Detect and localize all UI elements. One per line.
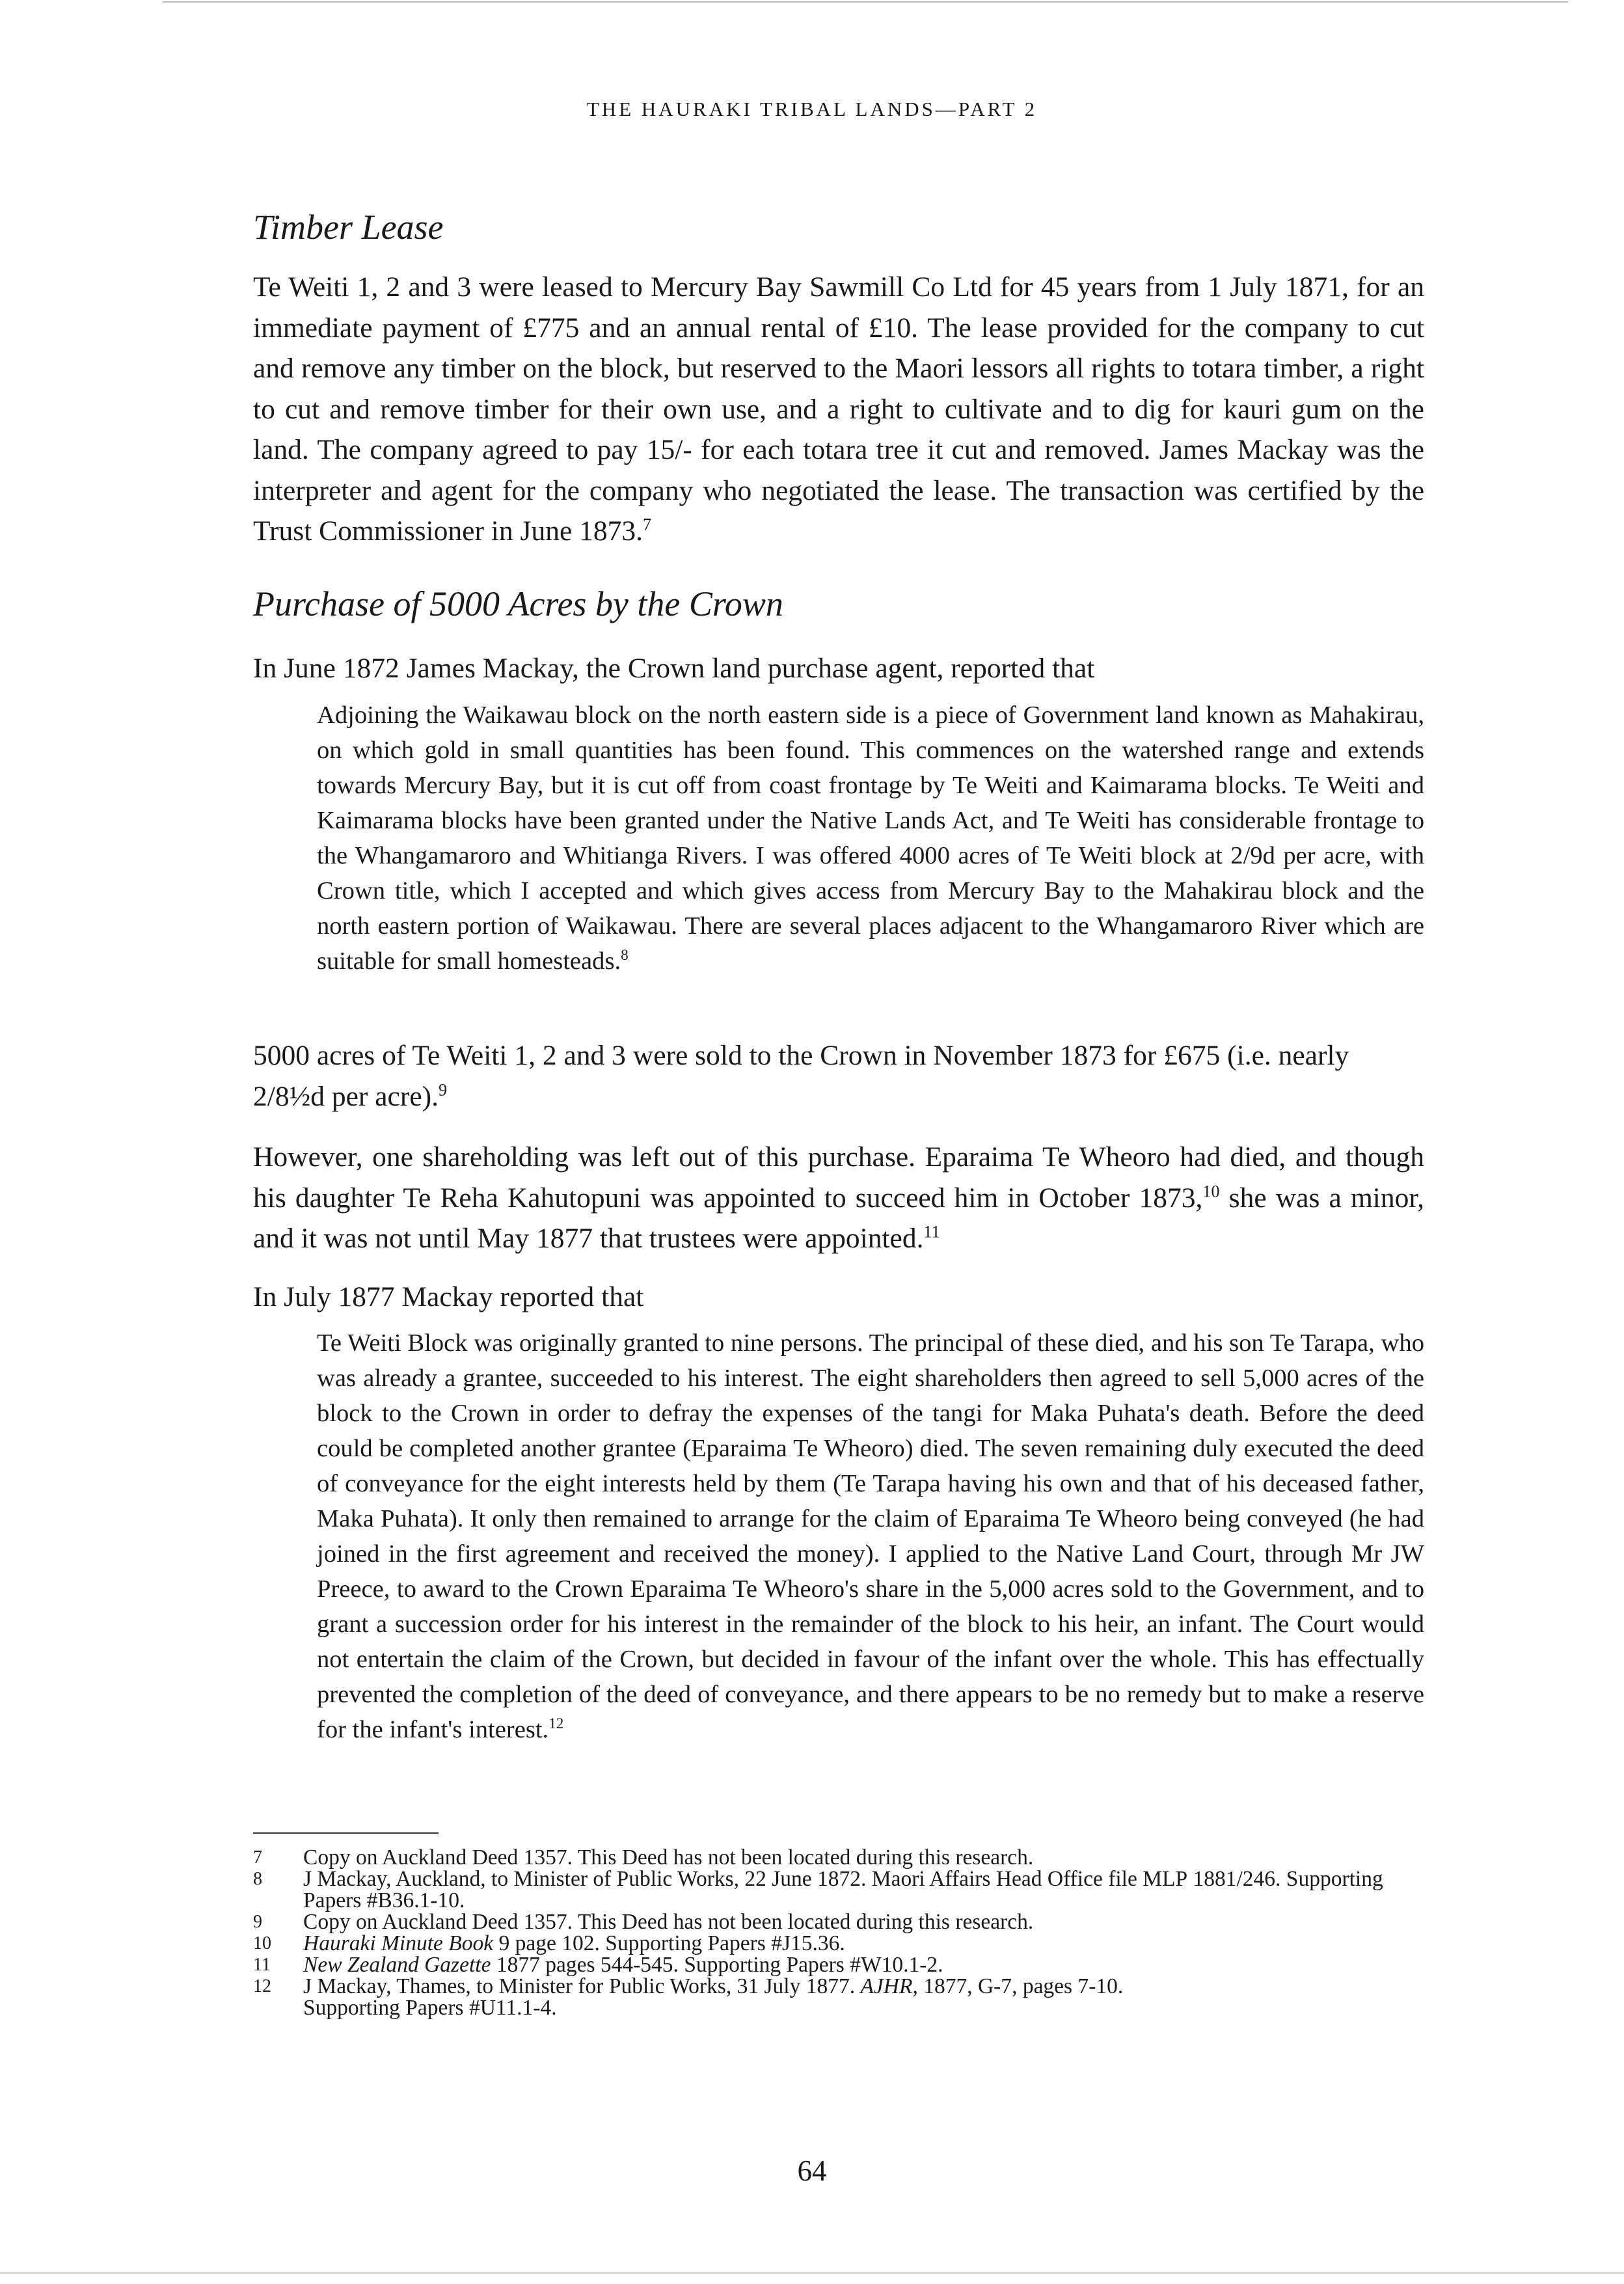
footnote-ref: 8 xyxy=(621,947,629,964)
footnote-italic: Hauraki Minute Book xyxy=(303,1931,494,1955)
footnote-text-part: Supporting Papers #U11.1-4. xyxy=(303,1996,557,2020)
footnote-number: 11 xyxy=(253,1955,271,1975)
footnote-text xyxy=(303,1933,1392,1954)
footnote-7 xyxy=(253,1847,1392,1868)
footnote-ref: 9 xyxy=(439,1080,448,1099)
footnote-text: Copy on Auckland Deed 1357. This Deed has not been located during this research. xyxy=(303,1845,1034,1869)
heading-purchase: Purchase of 5000 Acres by the Crown xyxy=(253,584,783,623)
paragraph-text: she was a minor, and it was not until May 1877 that trustees were appointed. xyxy=(253,1182,1424,1254)
footnote-text xyxy=(303,1954,1392,1976)
footnote-text-part: , 1877, xyxy=(912,1974,978,1998)
quote-text: Adjoining the Waikawau block on the north eastern side is a piece of Government land known as Mahakirau, on which gold in small quantities has been found. This commences on the watershed range and extends towards Mercury Bay, but it is cut off from coast frontage by Te Weiti and Kaimarama blocks. Te Weiti and Kaimarama blocks have been granted under the Native Lands Act, and Te Weiti has considerable frontage to the Whangamaroro and Whitianga Rivers. I was offered 4000 acres of Te Weiti block at 2/9d per acre, with Crown title, which I accepted and which gives access from Mercury Bay to the Mahakirau block and the north eastern portion of Waikawau. There are several places adjacent to the Whangamaroro River which are suitable for small homesteads. xyxy=(317,701,1424,975)
footnote-number: 7 xyxy=(253,1847,262,1868)
footnote-ref: 11 xyxy=(923,1222,940,1242)
footnote-ref: 10 xyxy=(1202,1182,1220,1201)
running-head: THE HAURAKI TRIBAL LANDS—PART 2 xyxy=(586,98,1038,120)
block-quote-1 xyxy=(317,698,1424,979)
footnote-9 xyxy=(253,1911,1392,1933)
block-quote-2 xyxy=(317,1326,1424,1747)
paragraph-text: Te Weiti 1, 2 and 3 were leased to Mercury Bay Sawmill Co Ltd for 45 years from 1 July 1871, for an immediate payment of £775 and an annual rental of £10. The lease provided for the company to cut and remove any timber on the block, but reserved to the Maori lessors all rights to totara timber, a right to cut and remove timber for their own use, and a right to cultivate and to dig for kauri gum on the land. The company agreed to pay 15/- for each totara tree it cut and removed. James Mackay was the interpreter and agent for the company who negotiated the lease. The transaction was certified by the Trust Commissioner in June 1873. xyxy=(253,271,1424,547)
footnote-text xyxy=(303,1976,1392,2019)
paragraph-timber-lease xyxy=(253,267,1424,552)
footnote-number: 9 xyxy=(253,1912,262,1932)
footnote-italic: New Zealand Gazette xyxy=(303,1953,491,1977)
footnote-text: Copy on Auckland Deed 1357. This Deed has not been located during this research. xyxy=(303,1910,1034,1934)
footnote-text-part: 9 page 102. Supporting Papers #J15.36. xyxy=(493,1931,845,1955)
footnote-text-part: 1877 pages 544-545. Supporting Papers #W10.1-2. xyxy=(491,1953,943,1977)
top-edge-rule xyxy=(163,1,1568,3)
bottom-edge-rule xyxy=(0,2272,1624,2274)
footnote-text-part: J Mackay, Thames, to Minister for Public Works, 31 July 1877. xyxy=(303,1974,861,1998)
footnote-10 xyxy=(253,1933,1392,1954)
quote-text: Te Weiti Block was originally granted to nine persons. The principal of these died, and his son Te Tarapa, who was already a grantee, succeeded to his interest. The eight shareholders then agreed to sell 5,000 acres of the block to the Crown in order to defray the expenses of the tangi for Maka Puhata's death. Before the deed could be completed another grantee (Eparaima Te Wheoro) died. The seven remaining duly executed the deed of conveyance for the eight interests held by them (Te Tarapa having his own and that of his deceased father, Maka Puhata). It only then remained to arrange for the claim of Eparaima Te Wheoro being conveyed (he had joined in the first agreement and received the money). I applied to the Native Land Court, through Mr JW Preece, to award to the Crown Eparaima Te Wheoro's share in the 5,000 acres sold to the Government, and to grant a succession order for his interest in the remainder of the block to his heir, an infant. The Court would not entertain the claim of the Crown, but decided in favour of the infant over the whole. This has effectually prevented the completion of the deed of conveyance, and there appears to be no remedy but to make a reserve for the infant's interest. xyxy=(317,1329,1424,1743)
paragraph-text: However, one shareholding was left out of this purchase. Eparaima Te Wheoro had died, and though his daughter Te Reha Kahutopuni was appointed to succeed him in October 1873, xyxy=(253,1141,1424,1214)
footnote-rule xyxy=(253,1832,439,1834)
footnote-smallcaps: MLP xyxy=(1143,1867,1188,1891)
paragraph-intro: In June 1872 James Mackay, the Crown land purchase agent, reported that xyxy=(253,653,1095,684)
footnote-text-part: J Mackay, Auckland, to Minister of Public Works, 22 June 1872. Maori Affairs Head Office file xyxy=(303,1867,1143,1891)
footnote-ref: 12 xyxy=(548,1715,564,1733)
footnote-ref: 7 xyxy=(643,515,652,534)
footnote-text-part: , pages 7-10. xyxy=(1012,1974,1124,1998)
footnote-11 xyxy=(253,1954,1392,1976)
footnote-number: 8 xyxy=(253,1869,262,1889)
paragraph-shareholding xyxy=(253,1137,1424,1259)
footnote-12 xyxy=(253,1976,1392,2019)
paragraph-intro-2: In July 1877 Mackay reported that xyxy=(253,1281,644,1312)
footnote-8 xyxy=(253,1868,1392,1911)
page-number: 64 xyxy=(797,2155,827,2187)
footnote-smallcaps: G-7 xyxy=(977,1974,1012,1998)
footnote-text xyxy=(303,1868,1392,1911)
paragraph-sale xyxy=(253,1035,1424,1117)
footnote-text-part: 1881/246. Supporting Papers #B36.1-10. xyxy=(303,1867,1383,1912)
paragraph-text: 5000 acres of Te Weiti 1, 2 and 3 were sold to the Crown in November 1873 for £675 (i.e. nearly 2/8½d per acre). xyxy=(253,1040,1349,1112)
footnotes xyxy=(253,1847,1392,2019)
footnote-number: 10 xyxy=(253,1933,271,1953)
footnote-italic: AJHR xyxy=(860,1974,913,1998)
footnote-number: 12 xyxy=(253,1976,271,1996)
heading-timber-lease: Timber Lease xyxy=(253,208,444,247)
